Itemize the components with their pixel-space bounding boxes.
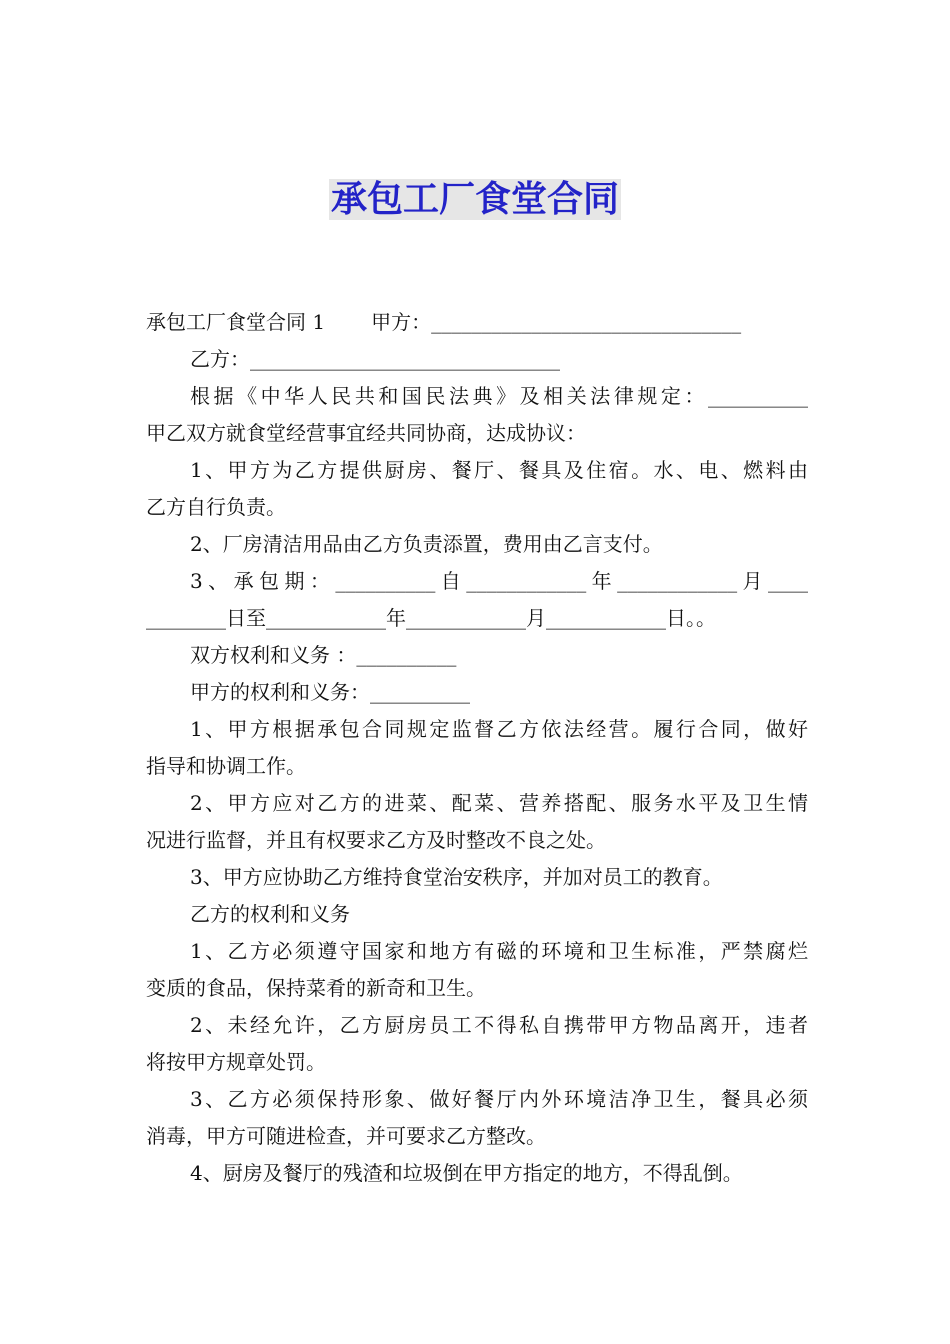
clause-line: 1、甲方根据承包合同规定监督乙方依法经营。履行合同，做好 xyxy=(190,717,808,741)
clause-line: 乙方自行负责。 xyxy=(146,495,286,519)
section-heading: 乙方的权利和义务 xyxy=(190,902,350,926)
party-a-field: 甲方：_______________________________ xyxy=(371,310,742,334)
clause-line: 2、未经允许，乙方厨房员工不得私自携带甲方物品离开，违者 xyxy=(190,1013,808,1037)
clause-line: 况进行监督，并且有权要求乙方及时整改不良之处。 xyxy=(146,828,606,852)
text-line xyxy=(146,304,808,341)
text-line: 根据《中华人民共和国民法典》及相关法律规定：__________ xyxy=(190,384,808,408)
party-b-field: 乙方：_______________________________ xyxy=(190,347,560,371)
clause-line: 2、甲方应对乙方的进菜、配菜、营养搭配、服务水平及卫生情 xyxy=(190,791,808,815)
clause-line: 将按甲方规章处罚。 xyxy=(146,1050,326,1074)
document-title-text: 承包工厂食堂合同 xyxy=(330,179,619,220)
clause-line: 1、甲方为乙方提供厨房、餐厅、餐具及住宿。水、电、燃料由 xyxy=(190,458,808,482)
contract-term-line: ________日至____________年____________月____________日。。 xyxy=(146,606,716,630)
text-line: 甲乙双方就食堂经营事宜经共同协商，达成协议： xyxy=(146,421,586,445)
contract-term-line: 3、承包期：__________自____________年____________月____ xyxy=(190,569,808,593)
clause-line: 2、厂房清洁用品由乙方负责添置，费用由乙言支付。 xyxy=(190,532,663,556)
clause-line: 3、乙方必须保持形象、做好餐厅内外环境洁净卫生，餐具必须 xyxy=(190,1087,808,1111)
document-title xyxy=(0,176,950,224)
document-body xyxy=(146,304,808,1192)
clause-line: 消毒，甲方可随进检查，并可要求乙方整改。 xyxy=(146,1124,546,1148)
clause-line: 1、乙方必须遵守国家和地方有磁的环境和卫生标准，严禁腐烂 xyxy=(190,939,808,963)
contract-subtitle: 承包工厂食堂合同 1 xyxy=(146,310,326,334)
clause-line: 4、厨房及餐厅的残渣和垃圾倒在甲方指定的地方，不得乱倒。 xyxy=(190,1161,743,1185)
section-heading: 双方权利和义务 ：__________ xyxy=(190,643,457,667)
clause-line: 3、甲方应协助乙方维持食堂治安秩序，并加对员工的教育。 xyxy=(190,865,723,889)
clause-line: 变质的食品，保持菜肴的新奇和卫生。 xyxy=(146,976,486,1000)
section-heading: 甲方的权利和义务：__________ xyxy=(190,680,470,704)
clause-line: 指导和协调工作。 xyxy=(146,754,306,778)
